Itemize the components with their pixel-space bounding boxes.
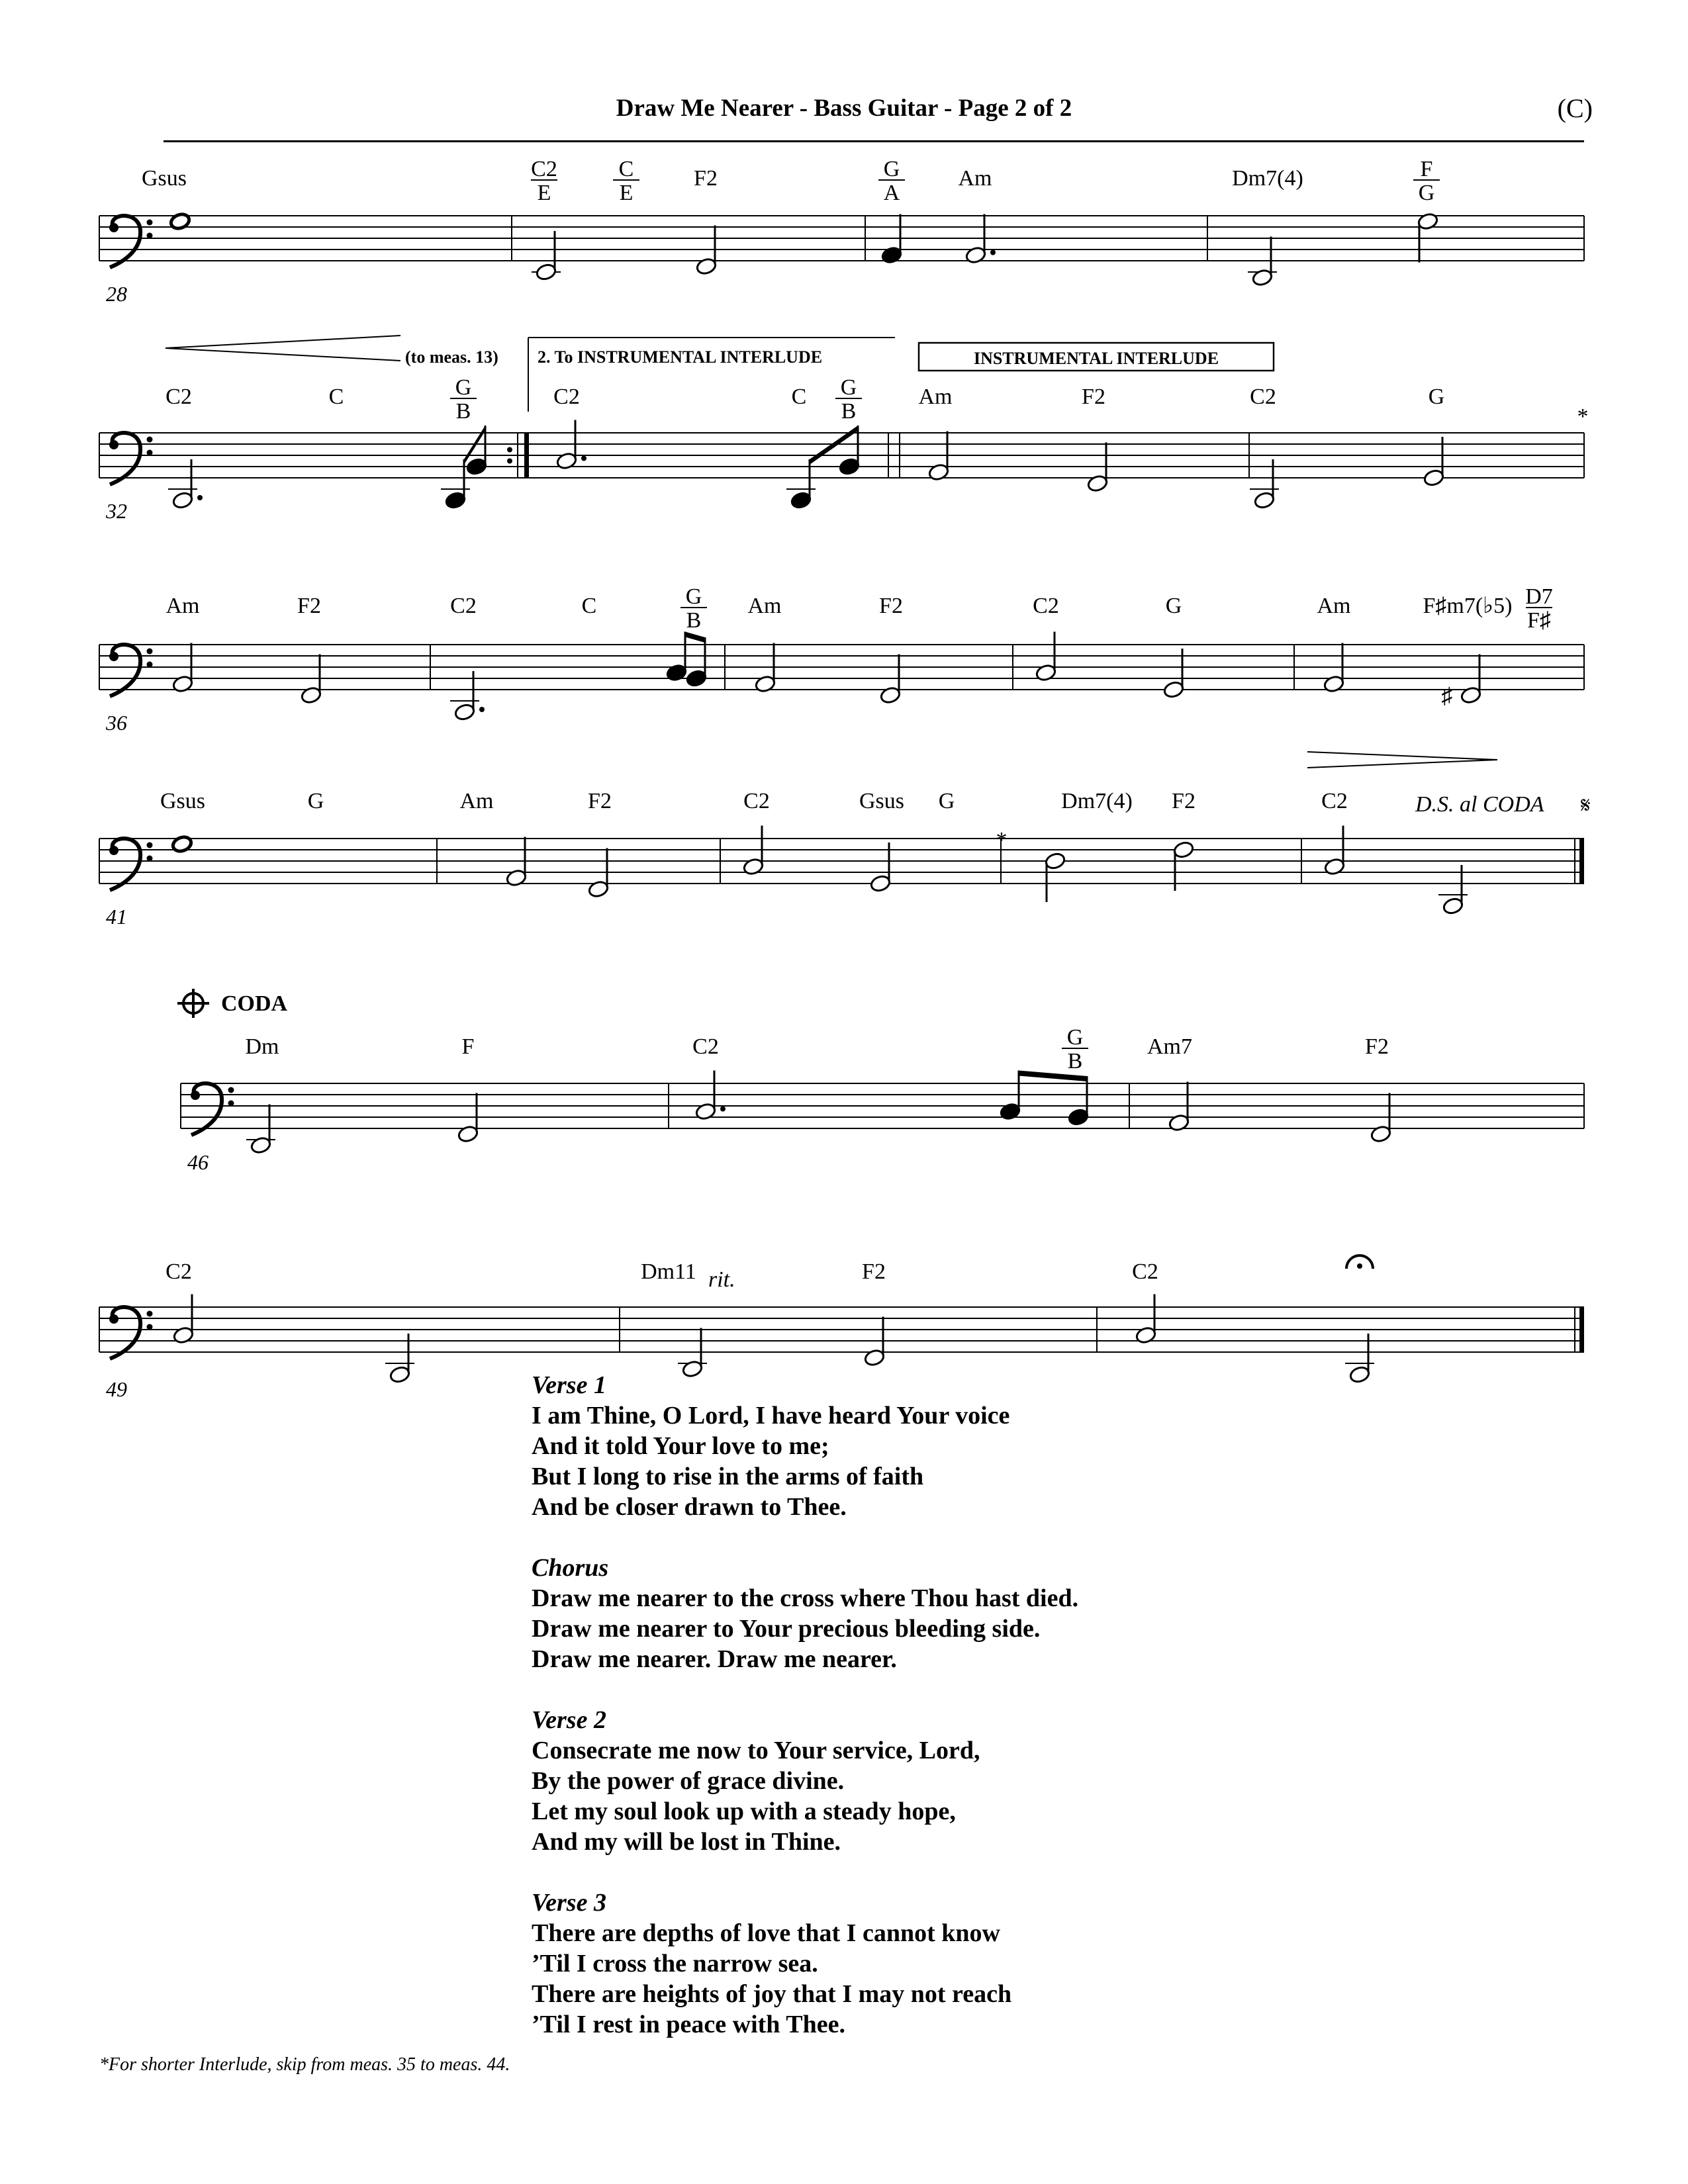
chord-symbol: C2: [531, 157, 557, 181]
chord-symbol: Dm7(4): [1061, 789, 1133, 813]
bass-clef-icon: [109, 1314, 118, 1324]
chord-bass: F♯: [1527, 608, 1551, 633]
chord-symbol: G: [307, 789, 324, 813]
chord-bass: E: [619, 181, 633, 205]
bass-clef-dot: [228, 1101, 234, 1107]
lyrics: [532, 1370, 1078, 2070]
chord-symbol: F2: [588, 789, 612, 813]
lyric-line: But I long to rise in the arms of faith: [532, 1463, 924, 1490]
lyrics-stanza: [532, 1888, 1078, 2040]
chord-symbol: F♯m7(♭5): [1423, 594, 1513, 618]
note-beam: [685, 632, 705, 643]
chord-symbol: F2: [297, 594, 321, 618]
chord-symbol: G: [938, 789, 955, 813]
crescendo-hairpin: [165, 348, 400, 361]
measure-number: 36: [106, 711, 127, 735]
chord-symbol: F2: [1365, 1034, 1389, 1059]
measure-number: 46: [187, 1150, 209, 1174]
chord-symbol: F2: [879, 594, 903, 618]
chord-symbol: F: [461, 1034, 475, 1059]
note-dot: [990, 250, 996, 255]
note-head: [169, 212, 191, 230]
bass-clef-icon: [109, 223, 118, 232]
key-indicator: (C): [1557, 93, 1593, 123]
final-barline: [1579, 1307, 1584, 1352]
chord-symbol: Am: [918, 385, 953, 409]
fermata-dot: [1357, 1263, 1362, 1269]
lyric-line: And my will be lost in Thine.: [532, 1828, 841, 1856]
chord-symbol: C2: [1033, 594, 1059, 618]
chord-symbol: Am: [165, 594, 200, 618]
bass-clef-icon: [109, 652, 118, 661]
chord-symbol: F: [1420, 157, 1433, 181]
lyric-line: Consecrate me now to Your service, Lord,: [532, 1737, 980, 1764]
lyric-line: Draw me nearer. Draw me nearer.: [532, 1645, 897, 1673]
chord-symbol: C2: [165, 385, 192, 409]
tempo-marking: rit.: [708, 1267, 735, 1292]
chord-symbol: C2: [692, 1034, 719, 1059]
chord-symbol: G: [1066, 1025, 1084, 1050]
sharp-accidental: ♯: [1441, 684, 1453, 709]
chord-symbol: Am7: [1147, 1034, 1192, 1059]
chord-symbol: Am: [459, 789, 494, 813]
lyrics-stanza: [532, 1705, 1078, 1857]
chord-symbol: G: [685, 584, 702, 609]
segno-icon: 𝄋: [1581, 794, 1591, 818]
note-dot: [479, 707, 485, 712]
chord-symbol: C2: [165, 1259, 192, 1284]
bass-clef-dot: [147, 662, 153, 668]
bass-clef-dot: [147, 220, 153, 226]
chord-symbol: C2: [1132, 1259, 1158, 1284]
chord-symbol: F2: [694, 166, 718, 191]
lyric-line: And it told Your love to me;: [532, 1432, 829, 1460]
stanza-heading: Verse 1: [532, 1371, 606, 1399]
footnote: *For shorter Interlude, skip from meas. 35 to meas. 44.: [99, 2054, 510, 2075]
lyric-line: Draw me nearer to Your precious bleeding side.: [532, 1615, 1041, 1643]
chord-bass: E: [537, 181, 551, 205]
chord-symbol: G: [840, 375, 857, 400]
page-title: Draw Me Nearer - Bass Guitar - Page 2 of 2: [616, 95, 1072, 122]
chord-symbol: C: [328, 385, 344, 409]
stanza-heading: Chorus: [532, 1554, 609, 1582]
chord-symbol: C: [581, 594, 597, 618]
bass-clef-dot: [228, 1087, 234, 1093]
note-head: [171, 835, 193, 853]
final-barline: [1579, 839, 1584, 884]
decrescendo-hairpin: [1307, 760, 1497, 768]
bass-clef-dot: [147, 1324, 153, 1330]
chord-symbol: C2: [1250, 385, 1276, 409]
chord-symbol: G: [455, 375, 472, 400]
chord-symbol: G: [883, 157, 900, 181]
bass-clef-icon: [109, 846, 118, 855]
bass-clef-dot: [147, 856, 153, 862]
chord-symbol: Dm7(4): [1232, 166, 1303, 191]
measure-number: 41: [106, 905, 127, 929]
section-label: INSTRUMENTAL INTERLUDE: [973, 349, 1219, 368]
lyric-line: Let my soul look up with a steady hope,: [532, 1797, 956, 1825]
bass-clef-dot: [147, 450, 153, 456]
chord-symbol: F2: [862, 1259, 886, 1284]
note-dot: [581, 456, 586, 461]
chord-bass: G: [1418, 181, 1435, 205]
chord-bass: B: [1067, 1049, 1083, 1073]
lyric-line: ’Til I cross the narrow sea.: [532, 1950, 818, 1978]
lyric-line: I am Thine, O Lord, I have heard Your voice: [532, 1402, 1010, 1430]
chord-symbol: F2: [1172, 789, 1196, 813]
bass-clef-dot: [147, 842, 153, 848]
chord-symbol: C2: [450, 594, 477, 618]
chord-symbol: F2: [1082, 385, 1105, 409]
bass-clef-dot: [147, 1311, 153, 1317]
bass-clef-dot: [147, 233, 153, 239]
note-beam: [464, 426, 485, 465]
first-ending-label: (to meas. 13): [405, 347, 498, 367]
ds-al-coda-direction: D.S. al CODA: [1415, 792, 1544, 817]
chord-symbol: G: [1165, 594, 1182, 618]
second-ending-label: 2. To INSTRUMENTAL INTERLUDE: [538, 347, 823, 367]
measure-number: 28: [106, 282, 127, 306]
coda-label: CODA: [221, 991, 288, 1016]
lyric-line: ’Til I rest in peace with Thee.: [532, 2011, 845, 2038]
bass-clef-dot: [147, 437, 153, 443]
note-dot: [197, 495, 203, 500]
lyric-line: Draw me nearer to the cross where Thou hast died.: [532, 1584, 1079, 1612]
chord-bass: A: [883, 181, 900, 205]
chord-symbol: Am: [958, 166, 992, 191]
chord-symbol: G: [1428, 385, 1445, 409]
chord-symbol: Dm: [245, 1034, 279, 1059]
repeat-dot: [507, 459, 512, 464]
measure-number: 32: [106, 499, 127, 523]
measure-number: 49: [106, 1377, 127, 1401]
chord-symbol: Am: [747, 594, 782, 618]
bass-clef-icon: [109, 440, 118, 449]
chord-symbol: C: [618, 157, 634, 181]
chord-symbol: C: [791, 385, 807, 409]
chord-symbol: C2: [553, 385, 580, 409]
repeat-barline: [524, 433, 529, 478]
note-dot: [720, 1107, 726, 1112]
chord-symbol: C2: [1321, 789, 1348, 813]
lyric-line: And be closer drawn to Thee.: [532, 1493, 847, 1521]
chord-bass: B: [841, 399, 857, 424]
chord-symbol: Gsus: [160, 789, 206, 813]
repeat-dot: [507, 447, 512, 453]
chord-bass: B: [455, 399, 471, 424]
bass-clef-icon: [191, 1091, 200, 1100]
footnote-marker: *: [996, 828, 1008, 852]
lyrics-stanza: [532, 1553, 1078, 1674]
lyric-line: By the power of grace divine.: [532, 1767, 845, 1795]
lyric-line: There are depths of love that I cannot know: [532, 1919, 1000, 1947]
lyric-line: There are heights of joy that I may not reach: [532, 1980, 1012, 2008]
chord-symbol: Gsus: [141, 166, 187, 191]
chord-symbol: Am: [1317, 594, 1351, 618]
chord-symbol: Gsus: [859, 789, 905, 813]
bass-clef-dot: [147, 649, 153, 655]
chord-symbol: C2: [743, 789, 770, 813]
decrescendo-hairpin: [1307, 752, 1497, 760]
crescendo-hairpin: [165, 336, 400, 348]
footnote-marker: *: [1577, 404, 1589, 429]
stanza-heading: Verse 2: [532, 1706, 606, 1734]
lyrics-stanza: [532, 1370, 1078, 1522]
chord-symbol: D7: [1525, 584, 1553, 609]
chord-bass: B: [686, 608, 702, 633]
chord-symbol: Dm11: [641, 1259, 696, 1284]
stanza-heading: Verse 3: [532, 1889, 606, 1917]
